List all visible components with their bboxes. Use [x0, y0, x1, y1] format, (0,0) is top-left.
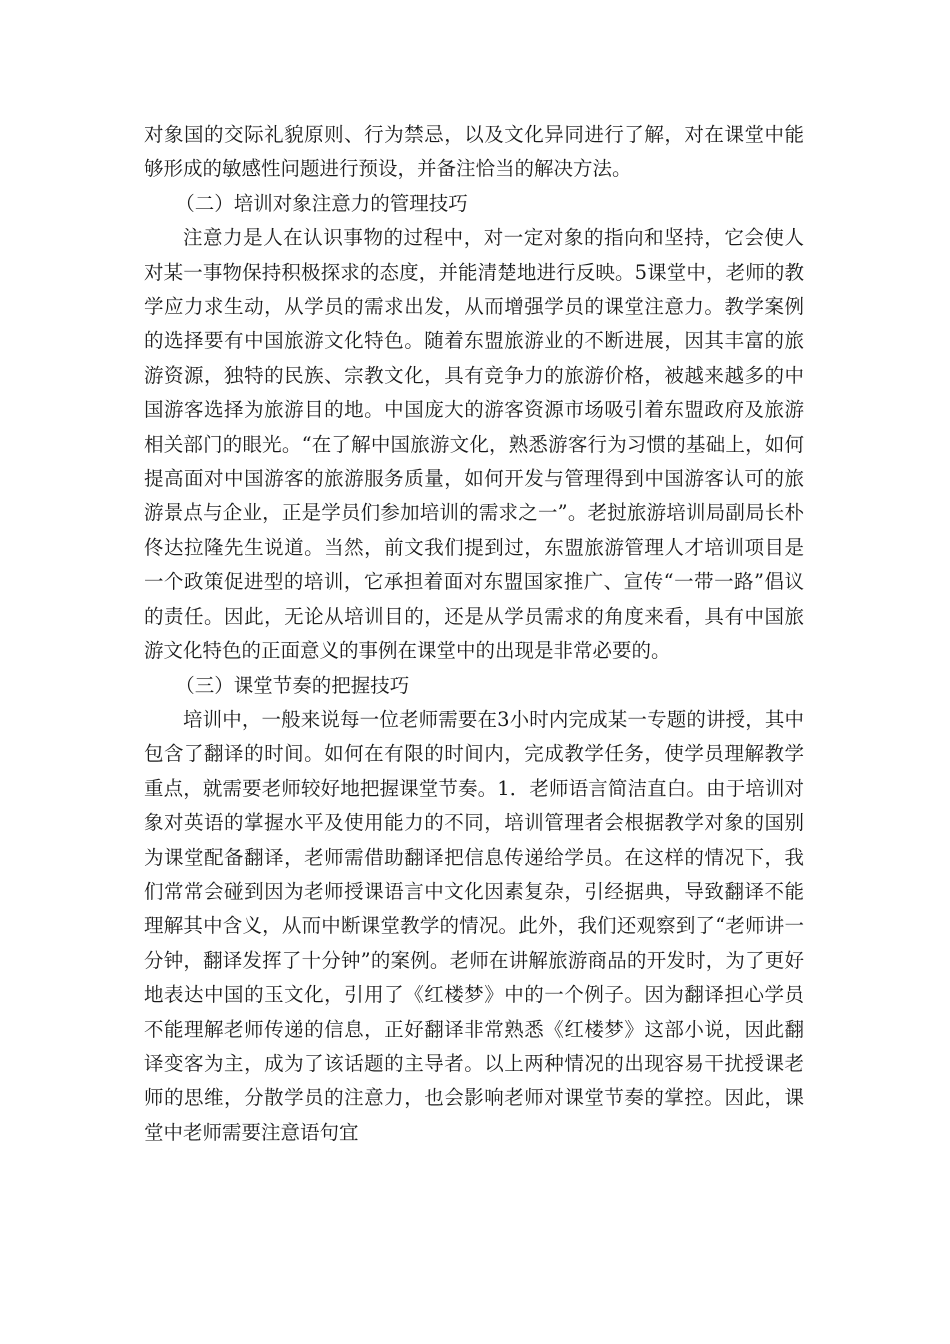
document-body — [144, 118, 804, 1150]
section-heading-rhythm: （三）课堂节奏的把握技巧 — [175, 673, 410, 697]
section-heading-attention: （二）培训对象注意力的管理技巧 — [175, 191, 468, 215]
paragraph-attention-management: 注意力是人在认识事物的过程中，对一定对象的指向和坚持，它会使人对某一事物保持积极探求的态度，并能清楚地进行反映。5课堂中，老师的教学应力求生动，从学员的需求出发，从而增强学员的课堂注意力。教学案例的选择要有中国旅游文化特色。随着东盟旅游业的不断进展，因其丰富的旅游资源，独特的民族、宗教文化，具有竞争力的旅游价格，被越来越多的中国游客选择为旅游目的地。中国庞大的游客资源市场吸引着东盟政府及旅游相关部门的眼光。“在了解中国旅游文化，熟悉游客行为习惯的基础上，如何提高面对中国游客的旅游服务质量，如何开发与管理得到中国游客认可的旅游景点与企业，正是学员们参加培训的需求之一”。老挝旅游培训局副局长朴佟达拉隆先生说道。当然，前文我们提到过，东盟旅游管理人才培训项目是一个政策促进型的培训，它承担着面对东盟国家推广、宣传“一带一路”倡议的责任。因此，无论从培训目的，还是从学员需求的角度来看，具有中国旅游文化特色的正面意义的事例在课堂中的出现是非常必要的。 — [144, 226, 804, 663]
paragraph-continuation: 对象国的交际礼貌原则、行为禁忌，以及文化异同进行了解，对在课堂中能够形成的敏感性问题进行预设，并备注恰当的解决方法。 — [144, 123, 804, 181]
paragraph-classroom-rhythm: 培训中，一般来说每一位老师需要在3小时内完成某一专题的讲授，其中包含了翻译的时间。如何在有限的时间内，完成教学任务，使学员理解教学重点，就需要老师较好地把握课堂节奏。1．老师语言简洁直白。由于培训对象对英语的掌握水平及使用能力的不同，培训管理者会根据教学对象的国别为课堂配备翻译，老师需借助翻译把信息传递给学员。在这样的情况下，我们常常会碰到因为老师授课语言中文化因素复杂，引经据典，导致翻译不能理解其中含义，从而中断课堂教学的情况。此外，我们还观察到了“老师讲一分钟，翻译发挥了十分钟”的案例。老师在讲解旅游商品的开发时，为了更好地表达中国的玉文化，引用了《红楼梦》中的一个例子。因为翻译担心学员不能理解老师传递的信息，正好翻译非常熟悉《红楼梦》这部小说，因此翻译变客为主，成为了该话题的主导者。以上两种情况的出现容易干扰授课老师的思维，分散学员的注意力，也会影响老师对课堂节奏的掌控。因此，课堂中老师需要注意语句宜 — [144, 707, 804, 1144]
